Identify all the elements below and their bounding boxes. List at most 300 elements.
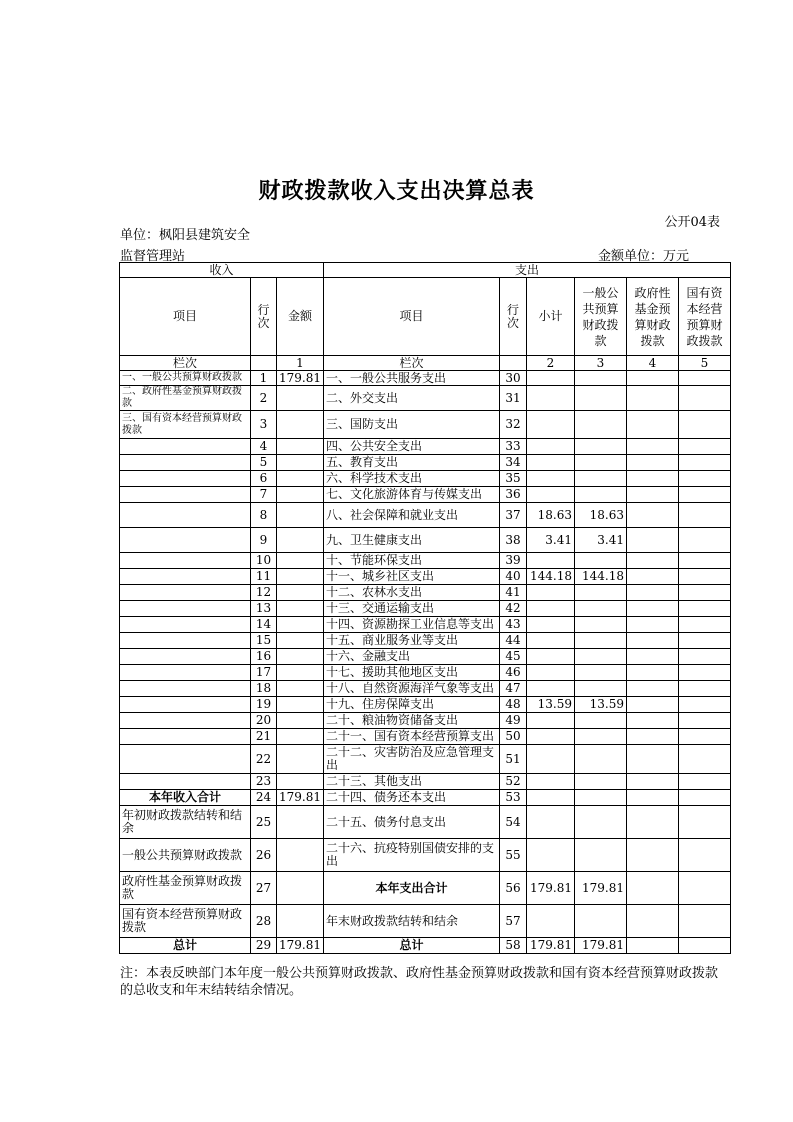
table-row <box>120 713 731 729</box>
expense-item-header: 项目 <box>324 278 500 356</box>
subtotal-amount <box>527 371 575 386</box>
expense-item: 二十五、债务付息支出 <box>324 806 500 839</box>
income-amount <box>277 745 324 774</box>
income-row-no: 18 <box>251 681 277 697</box>
expense-row-no: 44 <box>500 633 527 649</box>
income-row-no: 25 <box>251 806 277 839</box>
subtotal-amount: 13.59 <box>527 697 575 713</box>
expense-item: 年末财政拨款结转和结余 <box>324 905 500 938</box>
table-row <box>120 665 731 681</box>
state-capital-amount <box>679 455 731 471</box>
income-amount <box>277 585 324 601</box>
income-row-no: 27 <box>251 872 277 905</box>
income-row-no: 4 <box>251 439 277 455</box>
income-row-no: 6 <box>251 471 277 487</box>
table-row <box>120 601 731 617</box>
table-row <box>120 697 731 713</box>
fund-budget-amount <box>627 601 679 617</box>
expense-row-no: 54 <box>500 806 527 839</box>
income-item <box>120 503 251 528</box>
income-amount <box>277 569 324 585</box>
expense-row-no: 58 <box>500 938 527 954</box>
subtotal-amount: 18.63 <box>527 503 575 528</box>
expense-header: 支出 <box>324 263 731 278</box>
general-budget-amount <box>575 617 627 633</box>
income-item <box>120 455 251 471</box>
fund-budget-amount <box>627 905 679 938</box>
expense-item: 一、一般公共服务支出 <box>324 371 500 386</box>
expense-item: 十三、交通运输支出 <box>324 601 500 617</box>
income-item <box>120 665 251 681</box>
income-item-header: 项目 <box>120 278 251 356</box>
income-item <box>120 729 251 745</box>
general-budget-amount <box>575 713 627 729</box>
expense-row-no: 33 <box>500 439 527 455</box>
income-amount <box>277 503 324 528</box>
unit-name-line2: 监督管理站 <box>120 249 186 264</box>
income-item <box>120 745 251 774</box>
income-item: 二、政府性基金预算财政拨款 <box>120 386 251 411</box>
income-item: 一般公共预算财政拨款 <box>120 839 251 872</box>
income-row-no: 17 <box>251 665 277 681</box>
income-item <box>120 697 251 713</box>
expense-item: 二十二、灾害防治及应急管理支出 <box>324 745 500 774</box>
fund-budget-amount <box>627 553 679 569</box>
table-row <box>120 872 731 905</box>
income-amount: 179.81 <box>277 790 324 806</box>
subtotal-amount: 179.81 <box>527 938 575 954</box>
expense-item: 二、外交支出 <box>324 386 500 411</box>
expense-row-no: 31 <box>500 386 527 411</box>
subtotal-amount <box>527 411 575 439</box>
income-amount <box>277 697 324 713</box>
table-row <box>120 569 731 585</box>
income-row-no: 22 <box>251 745 277 774</box>
subtotal-amount <box>527 439 575 455</box>
summary-table <box>119 262 731 954</box>
expense-row-no: 51 <box>500 745 527 774</box>
table-row <box>120 905 731 938</box>
expense-row-no: 45 <box>500 649 527 665</box>
income-amount <box>277 386 324 411</box>
income-row-no: 23 <box>251 774 277 790</box>
income-item: 三、国有资本经营预算财政拨款 <box>120 411 251 439</box>
fund-budget-amount <box>627 503 679 528</box>
income-item <box>120 713 251 729</box>
income-item <box>120 439 251 455</box>
income-row-no: 20 <box>251 713 277 729</box>
col-number-3: 3 <box>575 356 627 371</box>
income-item: 政府性基金预算财政拨款 <box>120 872 251 905</box>
expense-item: 十七、援助其他地区支出 <box>324 665 500 681</box>
expense-row-no: 49 <box>500 713 527 729</box>
expense-row-no: 47 <box>500 681 527 697</box>
income-row-no: 15 <box>251 633 277 649</box>
table-row <box>120 839 731 872</box>
fund-budget-amount <box>627 713 679 729</box>
table-row <box>120 649 731 665</box>
income-row-no: 12 <box>251 585 277 601</box>
income-amount <box>277 439 324 455</box>
general-budget-amount <box>575 905 627 938</box>
fund-budget-amount <box>627 774 679 790</box>
income-item: 国有资本经营预算财政拨款 <box>120 905 251 938</box>
general-budget-amount <box>575 839 627 872</box>
expense-item: 二十三、其他支出 <box>324 774 500 790</box>
general-budget-amount: 13.59 <box>575 697 627 713</box>
subtotal-amount <box>527 729 575 745</box>
subtotal-amount <box>527 585 575 601</box>
expense-item: 二十六、抗疫特别国债安排的支出 <box>324 839 500 872</box>
income-amount <box>277 528 324 553</box>
expense-item: 三、国防支出 <box>324 411 500 439</box>
general-budget-amount <box>575 439 627 455</box>
income-row-no: 7 <box>251 487 277 503</box>
fund-budget-header: 政府性基金预算财政拨款 <box>627 278 679 356</box>
income-item <box>120 585 251 601</box>
table-row <box>120 806 731 839</box>
fund-budget-amount <box>627 371 679 386</box>
state-capital-amount <box>679 665 731 681</box>
expense-item: 二十四、债务还本支出 <box>324 790 500 806</box>
subtotal-amount <box>527 774 575 790</box>
fund-budget-amount <box>627 806 679 839</box>
expense-item: 七、文化旅游体育与传媒支出 <box>324 487 500 503</box>
income-item <box>120 649 251 665</box>
table-row <box>120 774 731 790</box>
state-capital-amount <box>679 905 731 938</box>
state-capital-amount <box>679 872 731 905</box>
fund-budget-amount <box>627 665 679 681</box>
fund-budget-amount <box>627 439 679 455</box>
col-label-left: 栏次 <box>120 356 251 371</box>
expense-item: 二十、粮油物资储备支出 <box>324 713 500 729</box>
table-row <box>120 411 731 439</box>
expense-row-no: 53 <box>500 790 527 806</box>
income-row-no: 2 <box>251 386 277 411</box>
table-row <box>120 455 731 471</box>
income-row-no: 1 <box>251 371 277 386</box>
income-item <box>120 487 251 503</box>
state-capital-amount <box>679 386 731 411</box>
table-row <box>120 681 731 697</box>
income-amount <box>277 455 324 471</box>
table-row <box>120 585 731 601</box>
income-row-no: 21 <box>251 729 277 745</box>
fund-budget-amount <box>627 745 679 774</box>
fund-budget-amount <box>627 569 679 585</box>
state-capital-amount <box>679 745 731 774</box>
subtotal-amount <box>527 553 575 569</box>
expense-row-no: 38 <box>500 528 527 553</box>
general-budget-amount <box>575 774 627 790</box>
income-amount <box>277 713 324 729</box>
expense-row-no: 34 <box>500 455 527 471</box>
income-amount <box>277 729 324 745</box>
subtotal-amount <box>527 649 575 665</box>
col-number-2: 2 <box>527 356 575 371</box>
state-capital-amount <box>679 649 731 665</box>
table-row <box>120 439 731 455</box>
fund-budget-amount <box>627 411 679 439</box>
state-capital-amount <box>679 569 731 585</box>
col-label-blank <box>251 356 277 371</box>
table-row <box>120 371 731 386</box>
expense-item: 总计 <box>324 938 500 954</box>
state-capital-amount <box>679 487 731 503</box>
income-item: 年初财政拨款结转和结余 <box>120 806 251 839</box>
general-budget-amount <box>575 411 627 439</box>
state-capital-amount <box>679 371 731 386</box>
fund-budget-amount <box>627 471 679 487</box>
subtotal-amount <box>527 839 575 872</box>
subtotal-amount <box>527 713 575 729</box>
income-row-no: 14 <box>251 617 277 633</box>
state-capital-amount <box>679 411 731 439</box>
table-row <box>120 528 731 553</box>
state-capital-amount <box>679 528 731 553</box>
general-budget-amount: 3.41 <box>575 528 627 553</box>
income-row-no: 10 <box>251 553 277 569</box>
income-item <box>120 601 251 617</box>
state-capital-amount <box>679 774 731 790</box>
expense-row-no: 36 <box>500 487 527 503</box>
fund-budget-amount <box>627 585 679 601</box>
subtotal-amount <box>527 665 575 681</box>
expense-item: 五、教育支出 <box>324 455 500 471</box>
income-amount <box>277 774 324 790</box>
general-budget-amount <box>575 386 627 411</box>
income-amount: 179.81 <box>277 371 324 386</box>
income-amount <box>277 649 324 665</box>
table-row <box>120 471 731 487</box>
income-row-no: 28 <box>251 905 277 938</box>
state-capital-amount <box>679 839 731 872</box>
table-row <box>120 553 731 569</box>
expense-row-no: 57 <box>500 905 527 938</box>
expense-row-no: 35 <box>500 471 527 487</box>
money-unit: 金额单位：万元 <box>598 249 690 264</box>
state-capital-amount <box>679 697 731 713</box>
state-capital-amount <box>679 729 731 745</box>
income-amount <box>277 806 324 839</box>
income-amount: 179.81 <box>277 938 324 954</box>
income-amount <box>277 471 324 487</box>
state-capital-amount <box>679 601 731 617</box>
subtotal-amount <box>527 471 575 487</box>
fund-budget-amount <box>627 697 679 713</box>
subtotal-amount <box>527 790 575 806</box>
income-item <box>120 553 251 569</box>
col-label-blank <box>500 356 527 371</box>
income-row-no: 26 <box>251 839 277 872</box>
expense-item: 十六、金融支出 <box>324 649 500 665</box>
expense-item: 十、节能环保支出 <box>324 553 500 569</box>
income-amount <box>277 601 324 617</box>
general-budget-amount <box>575 371 627 386</box>
table-row <box>120 503 731 528</box>
table-row <box>120 386 731 411</box>
table-row <box>120 633 731 649</box>
income-row-no: 24 <box>251 790 277 806</box>
general-budget-amount <box>575 745 627 774</box>
subtotal-amount <box>527 745 575 774</box>
income-item: 本年收入合计 <box>120 790 251 806</box>
state-capital-header: 国有资本经营预算财政拨款 <box>679 278 731 356</box>
general-budget-amount <box>575 681 627 697</box>
expense-item: 十五、商业服务业等支出 <box>324 633 500 649</box>
subtotal-amount <box>527 386 575 411</box>
expense-row-no: 40 <box>500 569 527 585</box>
subtotal-header: 小计 <box>527 278 575 356</box>
fund-budget-amount <box>627 617 679 633</box>
state-capital-amount <box>679 790 731 806</box>
income-amount <box>277 665 324 681</box>
income-amount <box>277 905 324 938</box>
table-row <box>120 790 731 806</box>
subtotal-amount <box>527 487 575 503</box>
income-amount <box>277 633 324 649</box>
state-capital-amount <box>679 503 731 528</box>
income-item <box>120 681 251 697</box>
unit-name-line1: 单位：枫阳县建筑安全 <box>120 228 251 243</box>
subtotal-amount <box>527 905 575 938</box>
col-number-4: 4 <box>627 356 679 371</box>
income-row-no: 5 <box>251 455 277 471</box>
subtotal-amount <box>527 633 575 649</box>
table-row <box>120 487 731 503</box>
state-capital-amount <box>679 553 731 569</box>
col-number-5: 5 <box>679 356 731 371</box>
general-budget-amount: 179.81 <box>575 938 627 954</box>
income-item <box>120 471 251 487</box>
general-budget-header: 一般公共预算财政拨款 <box>575 278 627 356</box>
income-item <box>120 617 251 633</box>
subtotal-amount <box>527 617 575 633</box>
fund-budget-amount <box>627 649 679 665</box>
income-item <box>120 774 251 790</box>
general-budget-amount <box>575 649 627 665</box>
expense-row-no: 55 <box>500 839 527 872</box>
fund-budget-amount <box>627 528 679 553</box>
state-capital-amount <box>679 585 731 601</box>
income-row-no: 3 <box>251 411 277 439</box>
state-capital-amount <box>679 938 731 954</box>
general-budget-amount <box>575 601 627 617</box>
income-item: 一、一般公共预算财政拨款 <box>120 371 251 386</box>
fund-budget-amount <box>627 681 679 697</box>
table-row <box>120 729 731 745</box>
footnote: 注：本表反映部门本年度一般公共预算财政拨款、政府性基金预算财政拨款和国有资本经营预算财政拨款的总收支和年末结转结余情况。 <box>120 966 719 998</box>
state-capital-amount <box>679 681 731 697</box>
expense-item: 六、科学技术支出 <box>324 471 500 487</box>
expense-item: 二十一、国有资本经营预算支出 <box>324 729 500 745</box>
income-row-no: 11 <box>251 569 277 585</box>
income-amount <box>277 617 324 633</box>
income-amount <box>277 839 324 872</box>
income-row-no: 29 <box>251 938 277 954</box>
general-budget-amount <box>575 806 627 839</box>
report-title: 财政拨款收入支出决算总表 <box>258 178 535 204</box>
income-amount <box>277 553 324 569</box>
expense-item: 四、公共安全支出 <box>324 439 500 455</box>
col-label-right: 栏次 <box>324 356 500 371</box>
expense-item: 九、卫生健康支出 <box>324 528 500 553</box>
subtotal-amount: 144.18 <box>527 569 575 585</box>
fund-budget-amount <box>627 455 679 471</box>
col-number-1: 1 <box>277 356 324 371</box>
expense-row-no: 46 <box>500 665 527 681</box>
general-budget-amount <box>575 665 627 681</box>
general-budget-amount <box>575 553 627 569</box>
income-rowno-header: 行次 <box>251 278 277 356</box>
income-item <box>120 569 251 585</box>
form-code: 公开04表 <box>664 215 720 230</box>
income-amount <box>277 872 324 905</box>
expense-item: 十八、自然资源海洋气象等支出 <box>324 681 500 697</box>
general-budget-amount <box>575 487 627 503</box>
income-item <box>120 633 251 649</box>
income-row-no: 16 <box>251 649 277 665</box>
expense-row-no: 52 <box>500 774 527 790</box>
expense-row-no: 41 <box>500 585 527 601</box>
general-budget-amount <box>575 790 627 806</box>
fund-budget-amount <box>627 938 679 954</box>
general-budget-amount: 18.63 <box>575 503 627 528</box>
fund-budget-amount <box>627 790 679 806</box>
subtotal-amount <box>527 806 575 839</box>
table-row <box>120 617 731 633</box>
income-item: 总计 <box>120 938 251 954</box>
income-row-no: 13 <box>251 601 277 617</box>
fund-budget-amount <box>627 872 679 905</box>
expense-row-no: 50 <box>500 729 527 745</box>
expense-row-no: 48 <box>500 697 527 713</box>
fund-budget-amount <box>627 386 679 411</box>
income-amount <box>277 681 324 697</box>
state-capital-amount <box>679 617 731 633</box>
subtotal-amount <box>527 601 575 617</box>
general-budget-amount <box>575 455 627 471</box>
subtotal-amount: 3.41 <box>527 528 575 553</box>
general-budget-amount: 179.81 <box>575 872 627 905</box>
state-capital-amount <box>679 633 731 649</box>
income-amount <box>277 487 324 503</box>
general-budget-amount <box>575 633 627 649</box>
fund-budget-amount <box>627 487 679 503</box>
expense-item: 八、社会保障和就业支出 <box>324 503 500 528</box>
expense-row-no: 37 <box>500 503 527 528</box>
income-row-no: 19 <box>251 697 277 713</box>
expense-row-no: 56 <box>500 872 527 905</box>
state-capital-amount <box>679 806 731 839</box>
income-amount <box>277 411 324 439</box>
state-capital-amount <box>679 713 731 729</box>
subtotal-amount: 179.81 <box>527 872 575 905</box>
fund-budget-amount <box>627 839 679 872</box>
income-row-no: 9 <box>251 528 277 553</box>
general-budget-amount <box>575 471 627 487</box>
income-row-no: 8 <box>251 503 277 528</box>
expense-row-no: 42 <box>500 601 527 617</box>
subtotal-amount <box>527 681 575 697</box>
general-budget-amount: 144.18 <box>575 569 627 585</box>
income-item <box>120 528 251 553</box>
fund-budget-amount <box>627 729 679 745</box>
income-amount-header: 金额 <box>277 278 324 356</box>
subtotal-amount <box>527 455 575 471</box>
expense-item: 十四、资源勘探工业信息等支出 <box>324 617 500 633</box>
